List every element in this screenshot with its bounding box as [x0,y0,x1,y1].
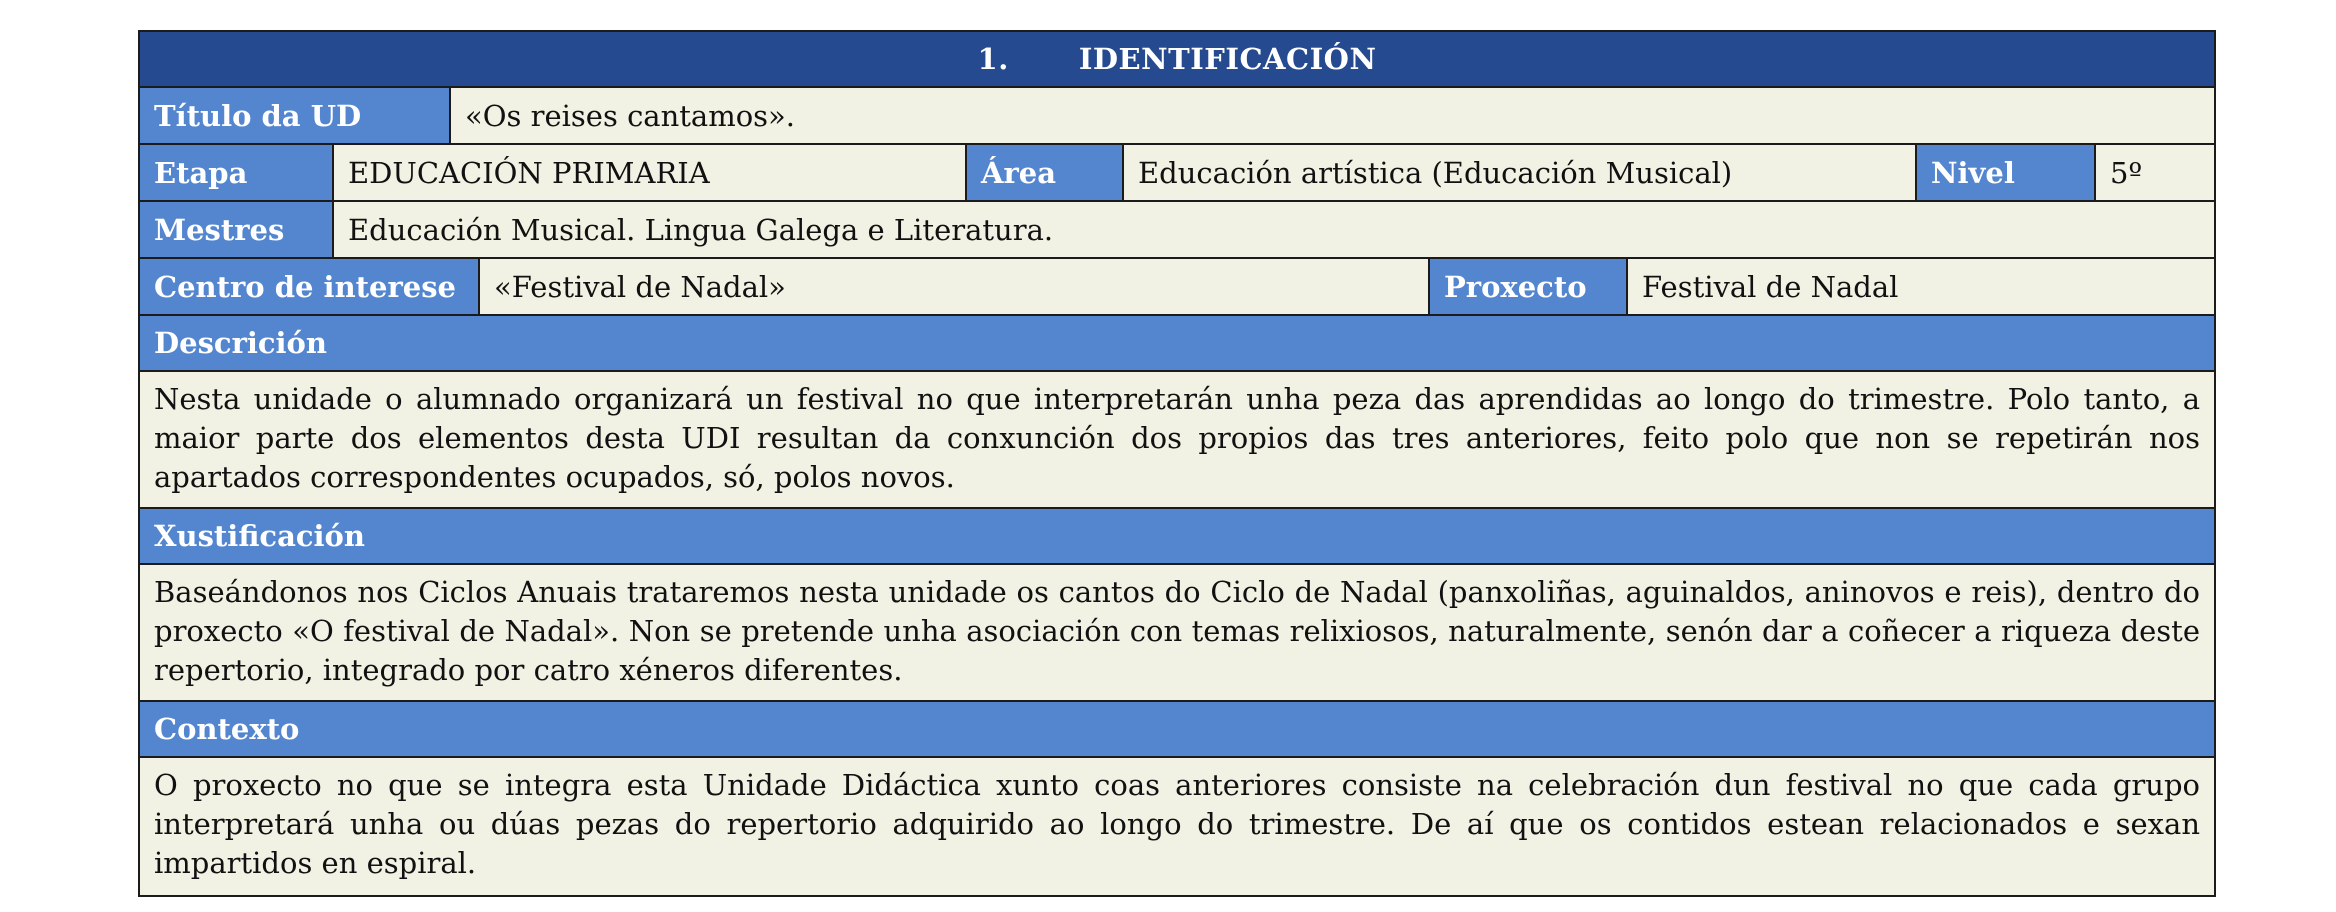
proxecto-value: Festival de Nadal [1628,259,2214,314]
area-label: Área [967,145,1124,200]
centro-row [140,259,2214,316]
proxecto-label: Proxecto [1430,259,1628,314]
contexto-text: O proxecto no que se integra esta Unidade Didáctica xunto coas anteriores consiste na celebración dun festival no que cada grupo interpretará unha ou dúas pezas do repertorio adquirido ao longo do trimestre. De aí que os contidos estean relacionados e sexan impartidos en espiral. [140,758,2214,895]
nivel-value: 5º [2096,145,2214,200]
nivel-label: Nivel [1917,145,2096,200]
descricion-heading: Descrición [140,316,2214,372]
area-value: Educación artística (Educación Musical) [1124,145,1917,200]
centro-value: «Festival de Nadal» [480,259,1430,314]
mestres-row [140,202,2214,259]
identification-table [138,30,2216,897]
titulo-value: «Os reises cantamos». [451,88,2214,143]
mestres-value: Educación Musical. Lingua Galega e Literatura. [334,202,2214,257]
section-title: IDENTIFICACIÓN [1078,42,1377,76]
descricion-text: Nesta unidade o alumnado organizará un festival no que interpretarán unha peza das aprendidas ao longo do trimestre. Polo tanto, a maior parte dos elementos desta UDI resultan da conxunción dos propios das tres anteriores, feito polo que non se repetirán nos apartados correspondentes ocupados, só, polos novos. [140,372,2214,507]
titulo-row [140,88,2214,145]
contexto-section [140,702,2214,895]
mestres-label: Mestres [140,202,334,257]
centro-label: Centro de interese [140,259,480,314]
xustificacion-text: Baseándonos nos Ciclos Anuais trataremos nesta unidade os cantos do Ciclo de Nadal (panxoliñas, aguinaldos, aninovos e reis), dentro do proxecto «O festival de Nadal». Non se pretende unha asociación con temas relixiosos, naturalmente, senón dar a coñecer a riqueza deste repertorio, integrado por catro xéneros diferentes. [140,565,2214,700]
etapa-row [140,145,2214,202]
xustificacion-section [140,509,2214,702]
section-title-row [140,32,2214,88]
etapa-value: EDUCACIÓN PRIMARIA [334,145,967,200]
descricion-section [140,316,2214,509]
etapa-label: Etapa [140,145,334,200]
xustificacion-heading: Xustificación [140,509,2214,565]
titulo-label: Título da UD [140,88,451,143]
contexto-heading: Contexto [140,702,2214,758]
section-number: 1. [977,42,1009,76]
